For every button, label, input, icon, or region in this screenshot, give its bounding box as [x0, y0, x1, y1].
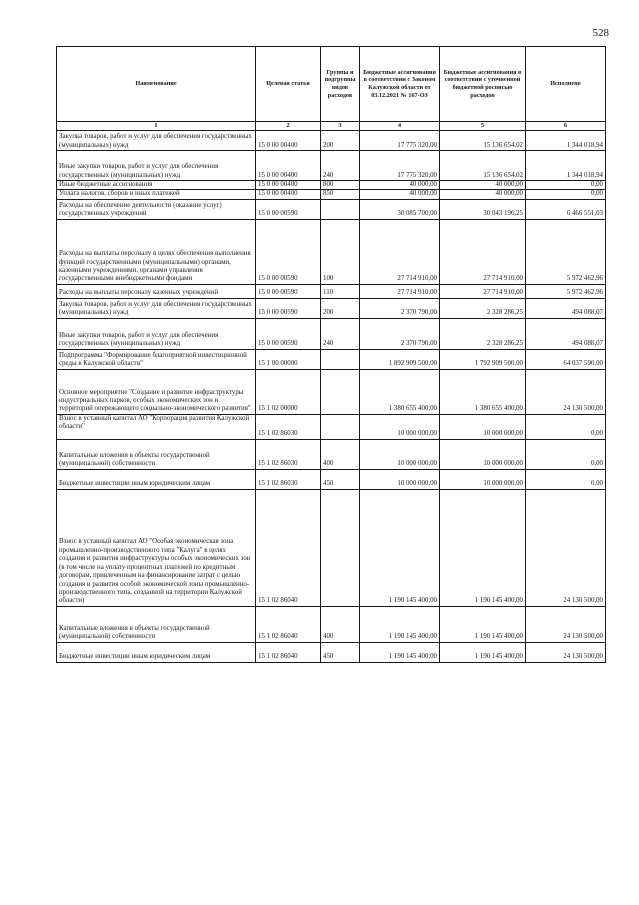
column-number: 4: [360, 122, 440, 131]
row-revised-amount: 1 190 145 400,00: [440, 642, 526, 662]
row-law-amount: 27 714 910,00: [360, 219, 440, 284]
row-target-code: 15 0 00 00400: [256, 131, 321, 151]
row-executed-amount: 5 972 462,96: [526, 284, 606, 298]
row-target-code: 15 0 00 00590: [256, 284, 321, 298]
table-row: [57, 298, 606, 318]
row-group: 800: [321, 181, 360, 190]
row-target-code: 15 1 02 86040: [256, 606, 321, 642]
row-law-amount: 40 000,00: [360, 190, 440, 199]
row-name: Иные бюджетные ассигнования: [57, 181, 256, 190]
row-group: 110: [321, 284, 360, 298]
row-target-code: 15 0 00 00400: [256, 181, 321, 190]
row-executed-amount: 24 130 500,00: [526, 606, 606, 642]
row-executed-amount: 24 130 500,00: [526, 489, 606, 606]
row-group: [321, 489, 360, 606]
row-executed-amount: 24 130 500,00: [526, 642, 606, 662]
row-group: 200: [321, 131, 360, 151]
table-row: [57, 151, 606, 181]
row-revised-amount: 15 136 654,02: [440, 131, 526, 151]
row-revised-amount: 40 000,00: [440, 190, 526, 199]
row-law-amount: 2 370 790,00: [360, 298, 440, 318]
row-revised-amount: 10 000 000,00: [440, 469, 526, 489]
row-law-amount: 1 190 145 400,00: [360, 489, 440, 606]
row-group: 450: [321, 642, 360, 662]
row-name: Расходы на обеспечение деятельности (оказание услуг) государственных учреждений: [57, 199, 256, 219]
row-executed-amount: 64 037 590,00: [526, 349, 606, 369]
row-law-amount: 30 085 700,00: [360, 199, 440, 219]
row-executed-amount: 1 344 018,94: [526, 131, 606, 151]
row-executed-amount: 0,00: [526, 414, 606, 439]
table-row: [57, 199, 606, 219]
table-row: [57, 349, 606, 369]
row-revised-amount: 27 714 910,00: [440, 284, 526, 298]
row-name: Расходы на выплаты персоналу казенных учреждений: [57, 284, 256, 298]
row-group: 400: [321, 606, 360, 642]
column-number: 2: [256, 122, 321, 131]
table-row: [57, 439, 606, 469]
row-target-code: 15 0 00 00590: [256, 298, 321, 318]
row-name: Иные закупки товаров, работ и услуг для обеспечения государственных (муниципальных) нужд: [57, 151, 256, 181]
row-revised-amount: 1 190 145 400,00: [440, 606, 526, 642]
table-row: [57, 606, 606, 642]
header-target-article: Целевая статья: [256, 47, 321, 122]
row-executed-amount: 494 088,07: [526, 318, 606, 349]
column-number: 6: [526, 122, 606, 131]
row-executed-amount: 0,00: [526, 181, 606, 190]
row-revised-amount: 2 328 286,25: [440, 298, 526, 318]
row-group: 240: [321, 318, 360, 349]
table-row: [57, 131, 606, 151]
row-name: Бюджетные инвестиции иным юридическим лицам: [57, 469, 256, 489]
row-law-amount: 17 775 320,00: [360, 131, 440, 151]
row-name: Взнос в уставный капитал АО "Корпорация развития Калужской области": [57, 414, 256, 439]
row-group: [321, 414, 360, 439]
table-row: [57, 369, 606, 414]
row-law-amount: 1 190 145 400,00: [360, 642, 440, 662]
row-target-code: 15 1 02 86040: [256, 489, 321, 606]
row-revised-amount: 1 792 909 500,00: [440, 349, 526, 369]
row-group: 850: [321, 190, 360, 199]
table-row: [57, 318, 606, 349]
table-row: [57, 642, 606, 662]
row-group: [321, 349, 360, 369]
header-expense-group: Группы и подгруппы видов расходов: [321, 47, 360, 122]
row-law-amount: 40 000,00: [360, 181, 440, 190]
row-revised-amount: 30 043 196,25: [440, 199, 526, 219]
row-revised-amount: 1 190 145 400,00: [440, 489, 526, 606]
row-name: Закупка товаров, работ и услуг для обеспечения государственных (муниципальных) нужд: [57, 298, 256, 318]
row-target-code: 15 0 00 00590: [256, 219, 321, 284]
row-name: Уплата налогов, сборов и иных платежей: [57, 190, 256, 199]
row-name: Капитальные вложения в объекты государственной (муниципальной) собственности: [57, 606, 256, 642]
header-name: Наименование: [57, 47, 256, 122]
column-number: 5: [440, 122, 526, 131]
row-revised-amount: 2 328 286,25: [440, 318, 526, 349]
row-executed-amount: 5 972 462,96: [526, 219, 606, 284]
table-row: [57, 489, 606, 606]
row-law-amount: 2 370 790,00: [360, 318, 440, 349]
row-law-amount: 1 190 145 400,00: [360, 606, 440, 642]
row-law-amount: 10 000 000,00: [360, 439, 440, 469]
row-group: 450: [321, 469, 360, 489]
row-name: Основное мероприятие "Создание и развитие инфраструктуры индустриальных парков, особых экономических зон и территорий опережающего социально-экономического развития": [57, 369, 256, 414]
row-executed-amount: 24 130 500,00: [526, 369, 606, 414]
row-target-code: 15 0 00 00400: [256, 190, 321, 199]
row-law-amount: 17 775 320,00: [360, 151, 440, 181]
row-target-code: 15 1 02 86030: [256, 439, 321, 469]
row-target-code: 15 0 00 00590: [256, 318, 321, 349]
table-row: [57, 190, 606, 199]
row-target-code: 15 1 02 86040: [256, 642, 321, 662]
row-group: 100: [321, 219, 360, 284]
row-executed-amount: 494 088,07: [526, 298, 606, 318]
row-target-code: 15 0 00 00400: [256, 151, 321, 181]
row-executed-amount: 6 466 551,03: [526, 199, 606, 219]
row-name: Подпрограмма "Формирование благоприятной инвестиционной среды в Калужской области": [57, 349, 256, 369]
row-revised-amount: 10 000 000,00: [440, 439, 526, 469]
header-revised-allocation: Бюджетные ассигнования в соответствии с уточненной бюджетной росписью расходов: [440, 47, 526, 122]
row-target-code: 15 0 00 00590: [256, 199, 321, 219]
row-name: Закупка товаров, работ и услуг для обеспечения государственных (муниципальных) нужд: [57, 131, 256, 151]
budget-table: [56, 46, 606, 663]
row-executed-amount: 1 344 018,94: [526, 151, 606, 181]
row-group: 240: [321, 151, 360, 181]
row-group: [321, 199, 360, 219]
row-law-amount: 10 000 000,00: [360, 469, 440, 489]
row-revised-amount: 15 136 654,02: [440, 151, 526, 181]
table-row: [57, 284, 606, 298]
row-name: Капитальные вложения в объекты государственной (муниципальной) собственности: [57, 439, 256, 469]
row-group: 200: [321, 298, 360, 318]
row-target-code: 15 1 00 00000: [256, 349, 321, 369]
table-row: [57, 219, 606, 284]
row-group: 400: [321, 439, 360, 469]
page-number: 528: [592, 27, 609, 39]
row-executed-amount: 0,00: [526, 469, 606, 489]
row-executed-amount: 0,00: [526, 439, 606, 469]
header-law-allocation: Бюджетные ассигнования в соответствии с Законом Калужской области от 03.12.2021 № 167-ОЗ: [360, 47, 440, 122]
row-law-amount: 1 380 655 400,00: [360, 369, 440, 414]
row-target-code: 15 1 02 86030: [256, 414, 321, 439]
row-name: Взнос в уставный капитал АО "Особая экономическая зона промышленно-производственного типа "Калуга" в целях создания и развития инфраструктуры особых экономических зон (в том числе на уплату процентных платежей по кредитным договорам, привлеченным на финансирование затрат с целью создания и развития особой экономической зоны промышленно-производственного типа, созданной на территории Калужской области): [57, 489, 256, 606]
row-revised-amount: 1 380 655 400,00: [440, 369, 526, 414]
table-row: [57, 181, 606, 190]
row-law-amount: 27 714 910,00: [360, 284, 440, 298]
table-row: [57, 414, 606, 439]
header-executed: Исполнено: [526, 47, 606, 122]
row-target-code: 15 1 02 86030: [256, 469, 321, 489]
header-row: [57, 47, 606, 122]
row-target-code: 15 1 02 00000: [256, 369, 321, 414]
column-number: 3: [321, 122, 360, 131]
row-revised-amount: 40 000,00: [440, 181, 526, 190]
column-number-row: [57, 122, 606, 131]
row-revised-amount: 27 714 910,00: [440, 219, 526, 284]
row-law-amount: 1 892 909 500,00: [360, 349, 440, 369]
row-name: Расходы на выплаты персоналу в целях обеспечения выполнения функций государственными (муниципальными) органами, казенными учреждениями, органами управления государственными внебюджетными фондами: [57, 219, 256, 284]
table-row: [57, 469, 606, 489]
row-group: [321, 369, 360, 414]
row-law-amount: 10 000 000,00: [360, 414, 440, 439]
column-number: 1: [57, 122, 256, 131]
row-name: Бюджетные инвестиции иным юридическим лицам: [57, 642, 256, 662]
row-name: Иные закупки товаров, работ и услуг для обеспечения государственных (муниципальных) нужд: [57, 318, 256, 349]
row-executed-amount: 0,00: [526, 190, 606, 199]
row-revised-amount: 10 000 000,00: [440, 414, 526, 439]
